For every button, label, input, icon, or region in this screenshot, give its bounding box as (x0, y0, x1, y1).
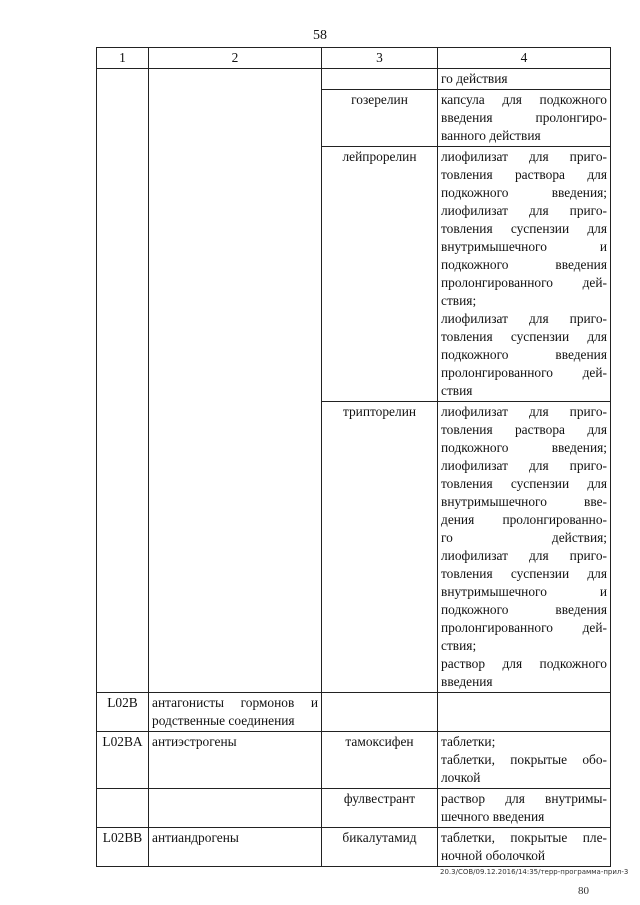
cell-line: ночной оболочкой (441, 848, 546, 863)
atc-code-cell: L02BA (97, 732, 149, 789)
atc-code-cell (97, 69, 149, 693)
cell-line: лиофилизат для приго- (441, 311, 607, 326)
cell-line: таблетки; (441, 734, 496, 749)
cell-line: товления суспензии для (441, 566, 607, 581)
dosage-form-cell (438, 789, 611, 828)
dosage-form-cell (438, 69, 611, 90)
drug-name-cell: тамоксифен (322, 732, 438, 789)
cell-line: капсула для подкожного (441, 92, 607, 107)
drug-name-cell: лейпрорелин (322, 147, 438, 402)
cell-line: подкожного введения (441, 347, 607, 362)
cell-line: пролонгированного дей- (441, 365, 607, 380)
cell-line: товления раствора для (441, 422, 607, 437)
cell-line: товления суспензии для (441, 329, 607, 344)
cell-line: ствия (441, 383, 473, 398)
dosage-form-cell (438, 828, 611, 867)
table-header-row (97, 48, 611, 69)
cell-line: раствор для подкожного (441, 656, 607, 671)
atc-code-cell: L02B (97, 693, 149, 732)
group-name-cell (149, 732, 322, 789)
dosage-form-cell (438, 402, 611, 693)
group-name-cell (149, 693, 322, 732)
atc-code-cell (97, 789, 149, 828)
cell-line: внутримышечного и (441, 584, 607, 599)
cell-line: родственные соединения (152, 713, 295, 728)
header-col-2: 2 (149, 48, 322, 69)
cell-line: подкожного введения (441, 602, 607, 617)
cell-line: лочкой (441, 770, 481, 785)
cell-line: раствор для внутримы- (441, 791, 607, 806)
cell-line: го действия; (441, 530, 607, 545)
cell-line: лиофилизат для приго- (441, 548, 607, 563)
cell-line: го действия (441, 71, 508, 86)
drug-name-cell: фулвестрант (322, 789, 438, 828)
cell-line: лиофилизат для приго- (441, 404, 607, 419)
drug-name-cell (322, 693, 438, 732)
cell-line: антагонисты гормонов и (152, 695, 318, 710)
dosage-form-cell (438, 693, 611, 732)
cell-line: антиандрогены (152, 830, 239, 845)
drug-table (96, 47, 611, 867)
drug-name-cell: гозерелин (322, 90, 438, 147)
footer-reference: 20.3/СОВ/09.12.2016/14:35/терр-программа-прил-3 (440, 868, 629, 876)
table-row (97, 828, 611, 867)
table-row (97, 69, 611, 90)
table-row (97, 732, 611, 789)
cell-line: дения пролонгированно- (441, 512, 607, 527)
drug-name-cell: бикалутамид (322, 828, 438, 867)
cell-line: пролонгированного дей- (441, 275, 607, 290)
drug-name-cell (322, 69, 438, 90)
header-col-3: 3 (322, 48, 438, 69)
cell-line: внутримышечного вве- (441, 494, 607, 509)
cell-line: подкожного введения; (441, 185, 607, 200)
header-col-4: 4 (438, 48, 611, 69)
cell-line: шечного введения (441, 809, 545, 824)
dosage-form-cell (438, 147, 611, 402)
cell-line: ванного действия (441, 128, 541, 143)
cell-line: подкожного введения (441, 257, 607, 272)
footer-stamp: 80 (578, 885, 589, 897)
group-name-cell (149, 828, 322, 867)
cell-line: таблетки, покрытые обо- (441, 752, 607, 767)
table-row (97, 789, 611, 828)
drug-name-cell: трипторелин (322, 402, 438, 693)
cell-line: введения (441, 674, 493, 689)
atc-code-cell: L02BB (97, 828, 149, 867)
table-row (97, 693, 611, 732)
cell-line: антиэстрогены (152, 734, 237, 749)
cell-line: лиофилизат для приго- (441, 149, 607, 164)
cell-line: лиофилизат для приго- (441, 203, 607, 218)
cell-line: ствия; (441, 638, 477, 653)
cell-line: товления суспензии для (441, 221, 607, 236)
cell-line: введения пролонгиро- (441, 110, 607, 125)
cell-line: подкожного введения; (441, 440, 607, 455)
dosage-form-cell (438, 732, 611, 789)
cell-line: таблетки, покрытые пле- (441, 830, 607, 845)
cell-line: товления суспензии для (441, 476, 607, 491)
cell-line: товления раствора для (441, 167, 607, 182)
dosage-form-cell (438, 90, 611, 147)
group-name-cell (149, 69, 322, 693)
cell-line: ствия; (441, 293, 477, 308)
cell-line: пролонгированного дей- (441, 620, 607, 635)
cell-line: лиофилизат для приго- (441, 458, 607, 473)
header-col-1: 1 (97, 48, 149, 69)
page-number: 58 (313, 28, 327, 43)
cell-line: внутримышечного и (441, 239, 607, 254)
group-name-cell (149, 789, 322, 828)
